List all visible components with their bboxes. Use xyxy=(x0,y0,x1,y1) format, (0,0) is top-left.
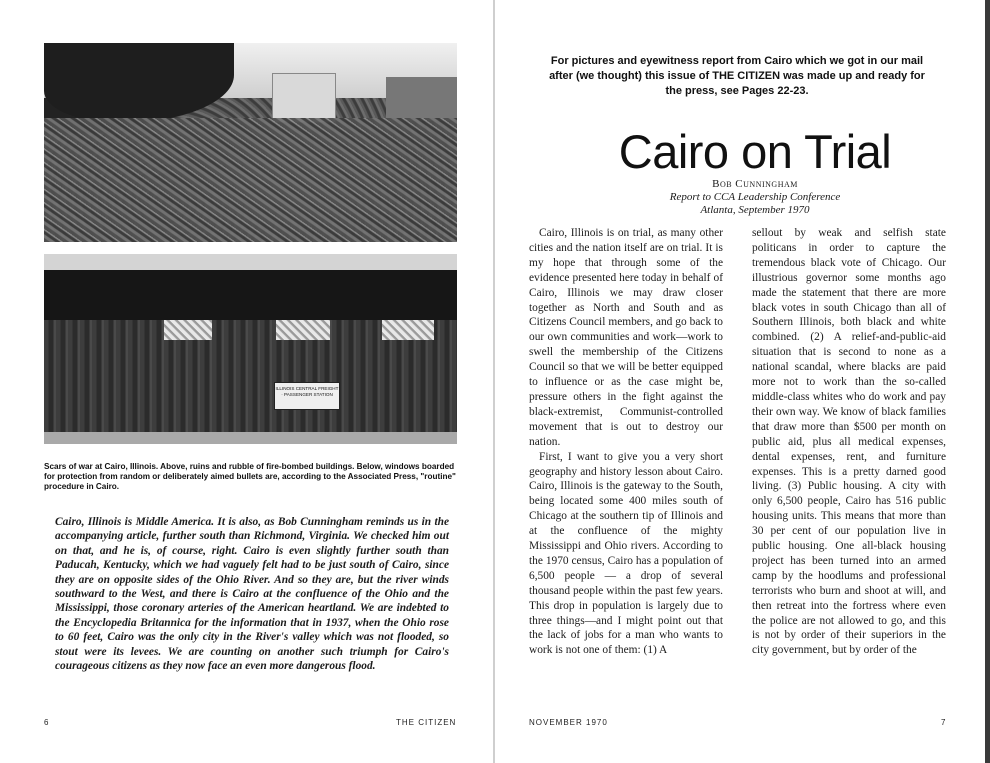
page-edge xyxy=(985,0,990,763)
article-paragraph: First, I want to give you a very short geography and history lesson about Cairo. Cairo, Illinois is the gateway to the South, being located some 400 miles south of Chicago at the southern tip of Illinois and at the confluence of the mighty Mississippi and Ohio rivers. According to the 1970 census, Cairo has a population of 6,500 people — a drop of several thousand people within the past few years. This drop in population is largely due to three things—and I might point out that the lack of jobs for a man who wants to work is not one of them: (1) A xyxy=(529,450,723,657)
photo-rubble xyxy=(44,118,457,242)
article-column-2 xyxy=(752,226,946,658)
byline xyxy=(555,178,955,217)
boarded-station-photo xyxy=(44,254,457,444)
rubble-photo xyxy=(44,43,457,242)
report-line: Report to CCA Leadership Conference xyxy=(669,191,841,203)
author-name: Bob Cunningham xyxy=(712,178,798,190)
article-paragraph: Cairo, Illinois is on trial, as many other cities and the nation itself are on trial. It is my hope that through some of the evidence presented here today in behalf of Cairo, Illinois we may draw closer together as North and South and as Citizens Council members, and go back to our own communities and work—work to swell the membership of the Citizens Council so that we will be better equipped to influence or as the case might be, pressure others in the fight against the black-extremist, Communist-controlled movement that is out to destroy our nation. xyxy=(529,227,723,448)
photo-window-panel xyxy=(164,320,212,340)
right-page xyxy=(495,0,985,763)
editor-intro: Cairo, Illinois is Middle America. It is also, as Bob Cunningham reminds us in the accompanying article, further south than Richmond, Virginia. We checked him out on that, and he is, of course, right. Cairo is even slightly further south than Paducah, Kentucky, which we had vaguely felt had to be just south of Cairo, since they are on opposite sides of the Ohio River. And so they are, but the river winds southward to the West, and there is Cairo at the confluence of the Ohio and the Mississippi, those coronary arteries of the American heartland. We are indebted to the Encyclopedia Britannica for the information that in 1937, when the Ohio rose to 60 feet, Cairo was the only city in the River's valley which was not flooded, so stout were its levees. We are counting on another such triumph for Cairo's courageous citizens as they now face an even more dangerous flood. xyxy=(55,516,449,673)
photo-trees xyxy=(44,43,234,123)
page-number-right: 7 xyxy=(941,718,947,727)
station-sign: ILLINOIS CENTRAL FREIGHT · PASSENGER STATION xyxy=(274,382,340,410)
photo-house xyxy=(272,73,336,123)
photo-ground xyxy=(44,432,457,444)
article-headline: Cairo on Trial xyxy=(618,125,892,178)
place-date: Atlanta, September 1970 xyxy=(700,204,810,216)
photo-window-panel xyxy=(276,320,330,340)
photo-window-panel xyxy=(382,320,434,340)
photo-building xyxy=(386,77,457,121)
article-paragraph: sellout by weak and selfish state politicans in order to capture the tremendous black vote of Chicago. Our illustrious governor some months ago made the statement that there are more black votes in south Chicago than all of Southern Illinois, both black and white combined. (2) A relief-and-public-aid situation that is second to none as a national scandal, where blacks are paid more not to work than the so-called middle-class whites who do work and pay their own way. We know of black families that draw more than $500 per month on public aid, plus all medical expenses, dental expenses, rent, and furniture expenses. This is a pretty darned good living. (3) Public housing. A city with only 6,500 people, Cairo has 516 public housing units. This means that more than 30 per cent of our population live in public housing. One all-black housing project has been turned into an armed camp by the hoodlums and professional terrorists who burn and shoot at will, and then retreat into the fortress where even the police are not allowed to go, and this is not by order of their superiors in the city government, but by order of the xyxy=(752,227,946,657)
left-page xyxy=(0,0,493,763)
issue-date: NOVEMBER 1970 xyxy=(529,718,608,727)
photo-caption: Scars of war at Cairo, Illinois. Above, ruins and rubble of fire-bombed buildings. Below, windows boarded for protection from random or deliberately aimed bullets are, according to the Associated Press, "routine" procedure in Cairo. xyxy=(44,462,456,491)
photo-dark-band xyxy=(44,270,457,320)
running-title: THE CITIZEN xyxy=(396,718,457,727)
page-number-left: 6 xyxy=(44,718,50,727)
photo-roofline xyxy=(44,254,457,270)
article-column-1 xyxy=(529,226,723,658)
editor-notice: For pictures and eyewitness report from Cairo which we got in our mail after (we thought) this issue of THE CITIZEN was made up and ready for the press, see Pages 22-23. xyxy=(549,55,925,97)
